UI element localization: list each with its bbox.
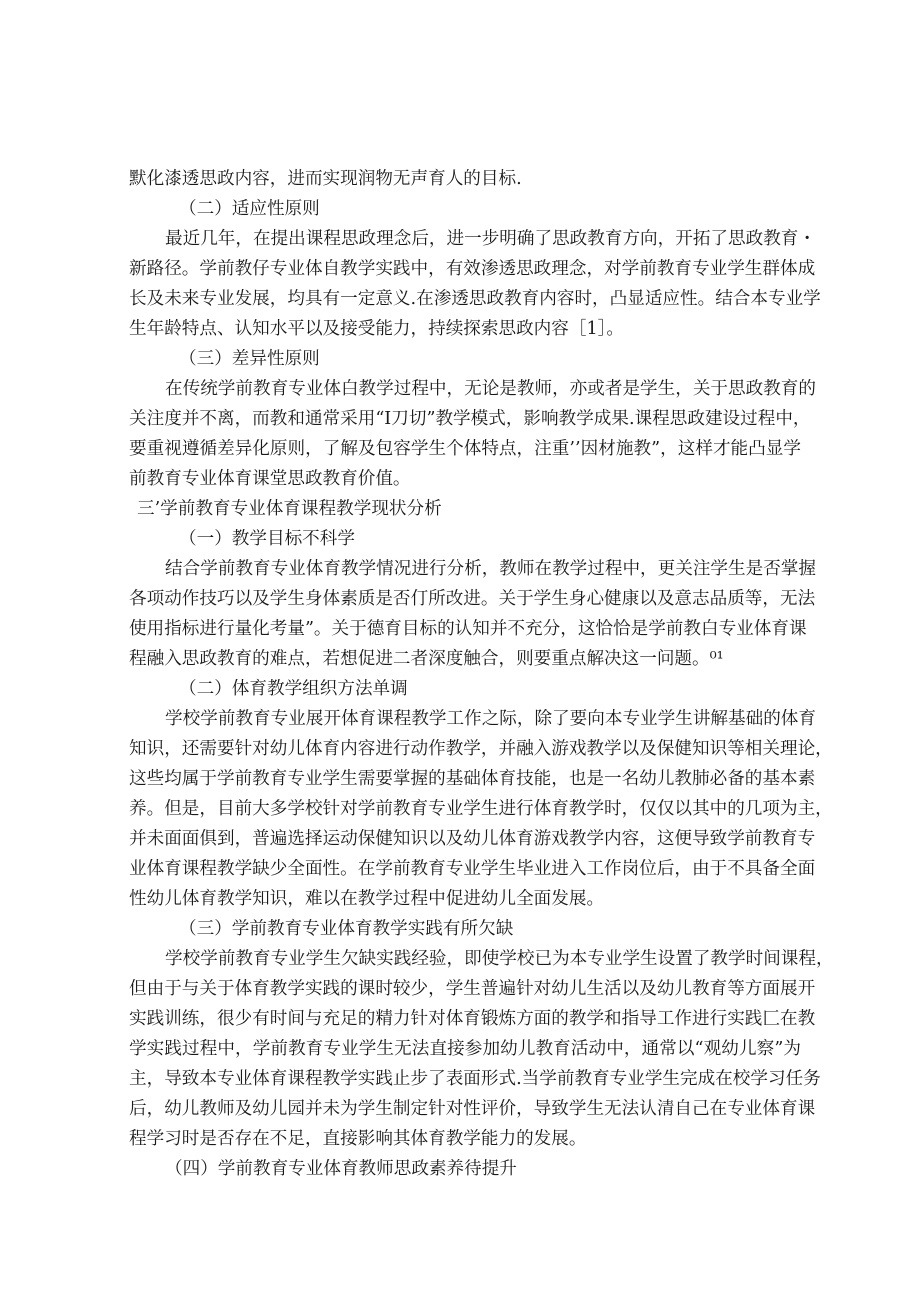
chapter-heading: 三’学前教育专业体育课程教学现状分析: [137, 499, 442, 519]
paragraph-line: 这些均属于学前教育专业学生需要掌握的基础体育技能，也是一名幼儿教肺必备的基本素: [129, 769, 816, 789]
paragraph-line: 结合学前教育专业体育教学情况进行分析，教师在教学过程中，更关注学生是否掌握: [165, 559, 816, 579]
paragraph-line: 养。但是，目前大多学校针对学前教育专业学生进行体育教学时，仅仅以其中的几项为主，: [129, 799, 833, 819]
paragraph-line: 但由于与关于体育教学实践的课时较少，学生普遍针对幼儿生活以及幼儿教育等方面展开: [129, 979, 816, 999]
section-heading: （二）适应性原则: [179, 199, 320, 219]
paragraph-line: 程融入思政教育的难点，若想促进二者深度触合，则要重点解决这一问题。⁰¹: [129, 649, 724, 669]
paragraph-line: 在传统学前教育专业体白教学过程中，无论是教师，亦或者是学生，关于思政教育的: [165, 379, 816, 399]
paragraph-line: 最近几年，在提出课程思政理念后，进一步明确了思政教育方向，开拓了思政教育・: [165, 229, 816, 249]
paragraph-line: 实践训练，很少有时间与充足的精力针对体育锻炼方面的教学和指导工作进行实践匚在教: [129, 1009, 816, 1029]
paragraph-line: 关注度并不离，而教和通常采用“I刀切”教学模式，影响教学成果.课程思政建设过程中，: [129, 409, 811, 429]
paragraph-line: 并未面面俱到，普遍选择运动保健知识以及幼儿体育游戏教学内容，这便导致学前教育专: [129, 829, 816, 849]
paragraph-line: 要重视遵循差异化原则，了解及包容学生个体特点，注重’’因材施教”，这样才能凸显学: [129, 439, 801, 459]
paragraph-line: 业体育课程教学缺少全面性。在学前教育专业学生毕业进入工作岗位后，由于不具备全面: [129, 859, 816, 879]
section-heading: （三）差异性原则: [179, 349, 320, 369]
section-heading: （一）教学目标不科学: [179, 529, 355, 549]
paragraph-line: 后，幼儿教师及幼儿园并未为学生制定针对性评价，导致学生无法认清自己在专业体育课: [129, 1099, 816, 1119]
paragraph-line: 长及未来专业发展，均具有一定意义.在渗透思政教育内容时，凸显适应性。结合本专业学: [129, 289, 821, 309]
paragraph-line: 生年龄特点、认知水平以及接受能力，持续探索思政内容［1］。: [129, 319, 625, 339]
section-heading: （二）体育教学组织方法单调: [179, 679, 408, 699]
paragraph-line: 新路径。学前教仔专业体自教学实践中，有效渗透思政理念，对学前教育专业学生群体成: [129, 259, 816, 279]
paragraph-line: 性幼儿体育教学知识，难以在教学过程中促进幼儿全面发展。: [129, 889, 605, 909]
paragraph-line: 学实践过程中，学前教育专业学生无法直接参加幼儿教育活动中，通常以“观幼儿察”为: [129, 1039, 801, 1059]
paragraph-line: 程学习时是否存在不足，直接影响其体育教学能力的发展。: [129, 1129, 587, 1149]
paragraph-line: 各项动作技巧以及学生身体素质是否仃所改进。关于学生身心健康以及意志品质等，无法: [129, 589, 816, 609]
paragraph-line: 知识，还需要针对幼儿体育内容进行动作教学，并融入游戏教学以及保健知识等相关理论，: [129, 739, 833, 759]
paragraph-line: 学校学前教育专业学生欠缺实践经验，即使学校已为本专业学生设置了教学时间课程，: [165, 949, 834, 969]
paragraph-line: 使用指标进行量化考量”。关于德育目标的认知并不充分，这恰恰是学前教白专业体育课: [129, 619, 807, 639]
paragraph-line: 默化漆透思政内容，进而实现润物无声育人的目标.: [129, 169, 522, 189]
paragraph-line: 学校学前教育专业展开体育课程教学工作之际，除了要向本专业学生讲解基础的体育: [165, 709, 816, 729]
document-body: [129, 164, 834, 1184]
paragraph-line: 主，导致本专业体育课程教学实践止步了表面形式.当学前教育专业学生完成在校学习任务: [129, 1069, 821, 1089]
section-heading: （三）学前教育专业体育教学实践有所欠缺: [179, 919, 514, 939]
section-heading: （四）学前教育专业体育教师思政素养待提升: [165, 1159, 517, 1179]
paragraph-line: 前教育专业体育课堂思政教育价值。: [129, 469, 411, 489]
